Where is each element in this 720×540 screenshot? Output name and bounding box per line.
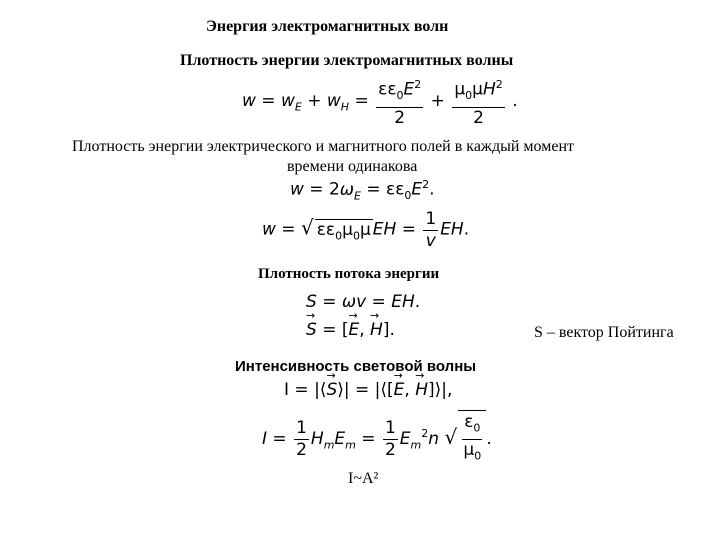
- section-subtitle: Плотность энергии электромагнитных волны: [180, 52, 514, 69]
- page-title: Энергия электромагнитных волн: [206, 18, 449, 35]
- energy-density-formula: $w = w_E + w_H$ = $\frac{\varepsilon\varepsilon_0E^2}{2}$ + $\frac{\mu_0\mu H^2}{2}$ .: [242, 74, 518, 128]
- flux-heading: Плотность потока энергии: [258, 266, 440, 282]
- poynting-formula: → S = [→ E, → H].: [306, 320, 395, 340]
- poynting-note: S – вектор Пойтинга: [534, 324, 674, 341]
- intensity-formula-2: I = $\frac{1}{2}$ $H_mE_m$ = $\frac{1}{2}$ $E_m^2n$ √ $\frac{\varepsilon_0}{\mu_0}$ .: [262, 410, 492, 467]
- paragraph-line-1: Плотность энергии электрического и магнитного полей в каждый момент: [72, 138, 575, 155]
- intensity-heading: Интенсивность световой волны: [235, 358, 477, 375]
- intensity-formula-1: I = |⟨→ S⟩| = |⟨[→ E, → H]⟩|,: [284, 380, 452, 400]
- paragraph-line-2: времени одинакова: [287, 158, 418, 175]
- intensity-proportionality: I~A²: [348, 470, 379, 487]
- equal-density-formula: $w = 2\omega_E = \varepsilon\varepsilon_0E^2$.: [290, 178, 435, 203]
- density-eh-formula: w = √ $\varepsilon\varepsilon_0\mu_0\mu$ EH = $\frac{1}{v}$ EH.: [262, 209, 470, 251]
- flux-formula: S = ωv = EH.: [306, 292, 421, 312]
